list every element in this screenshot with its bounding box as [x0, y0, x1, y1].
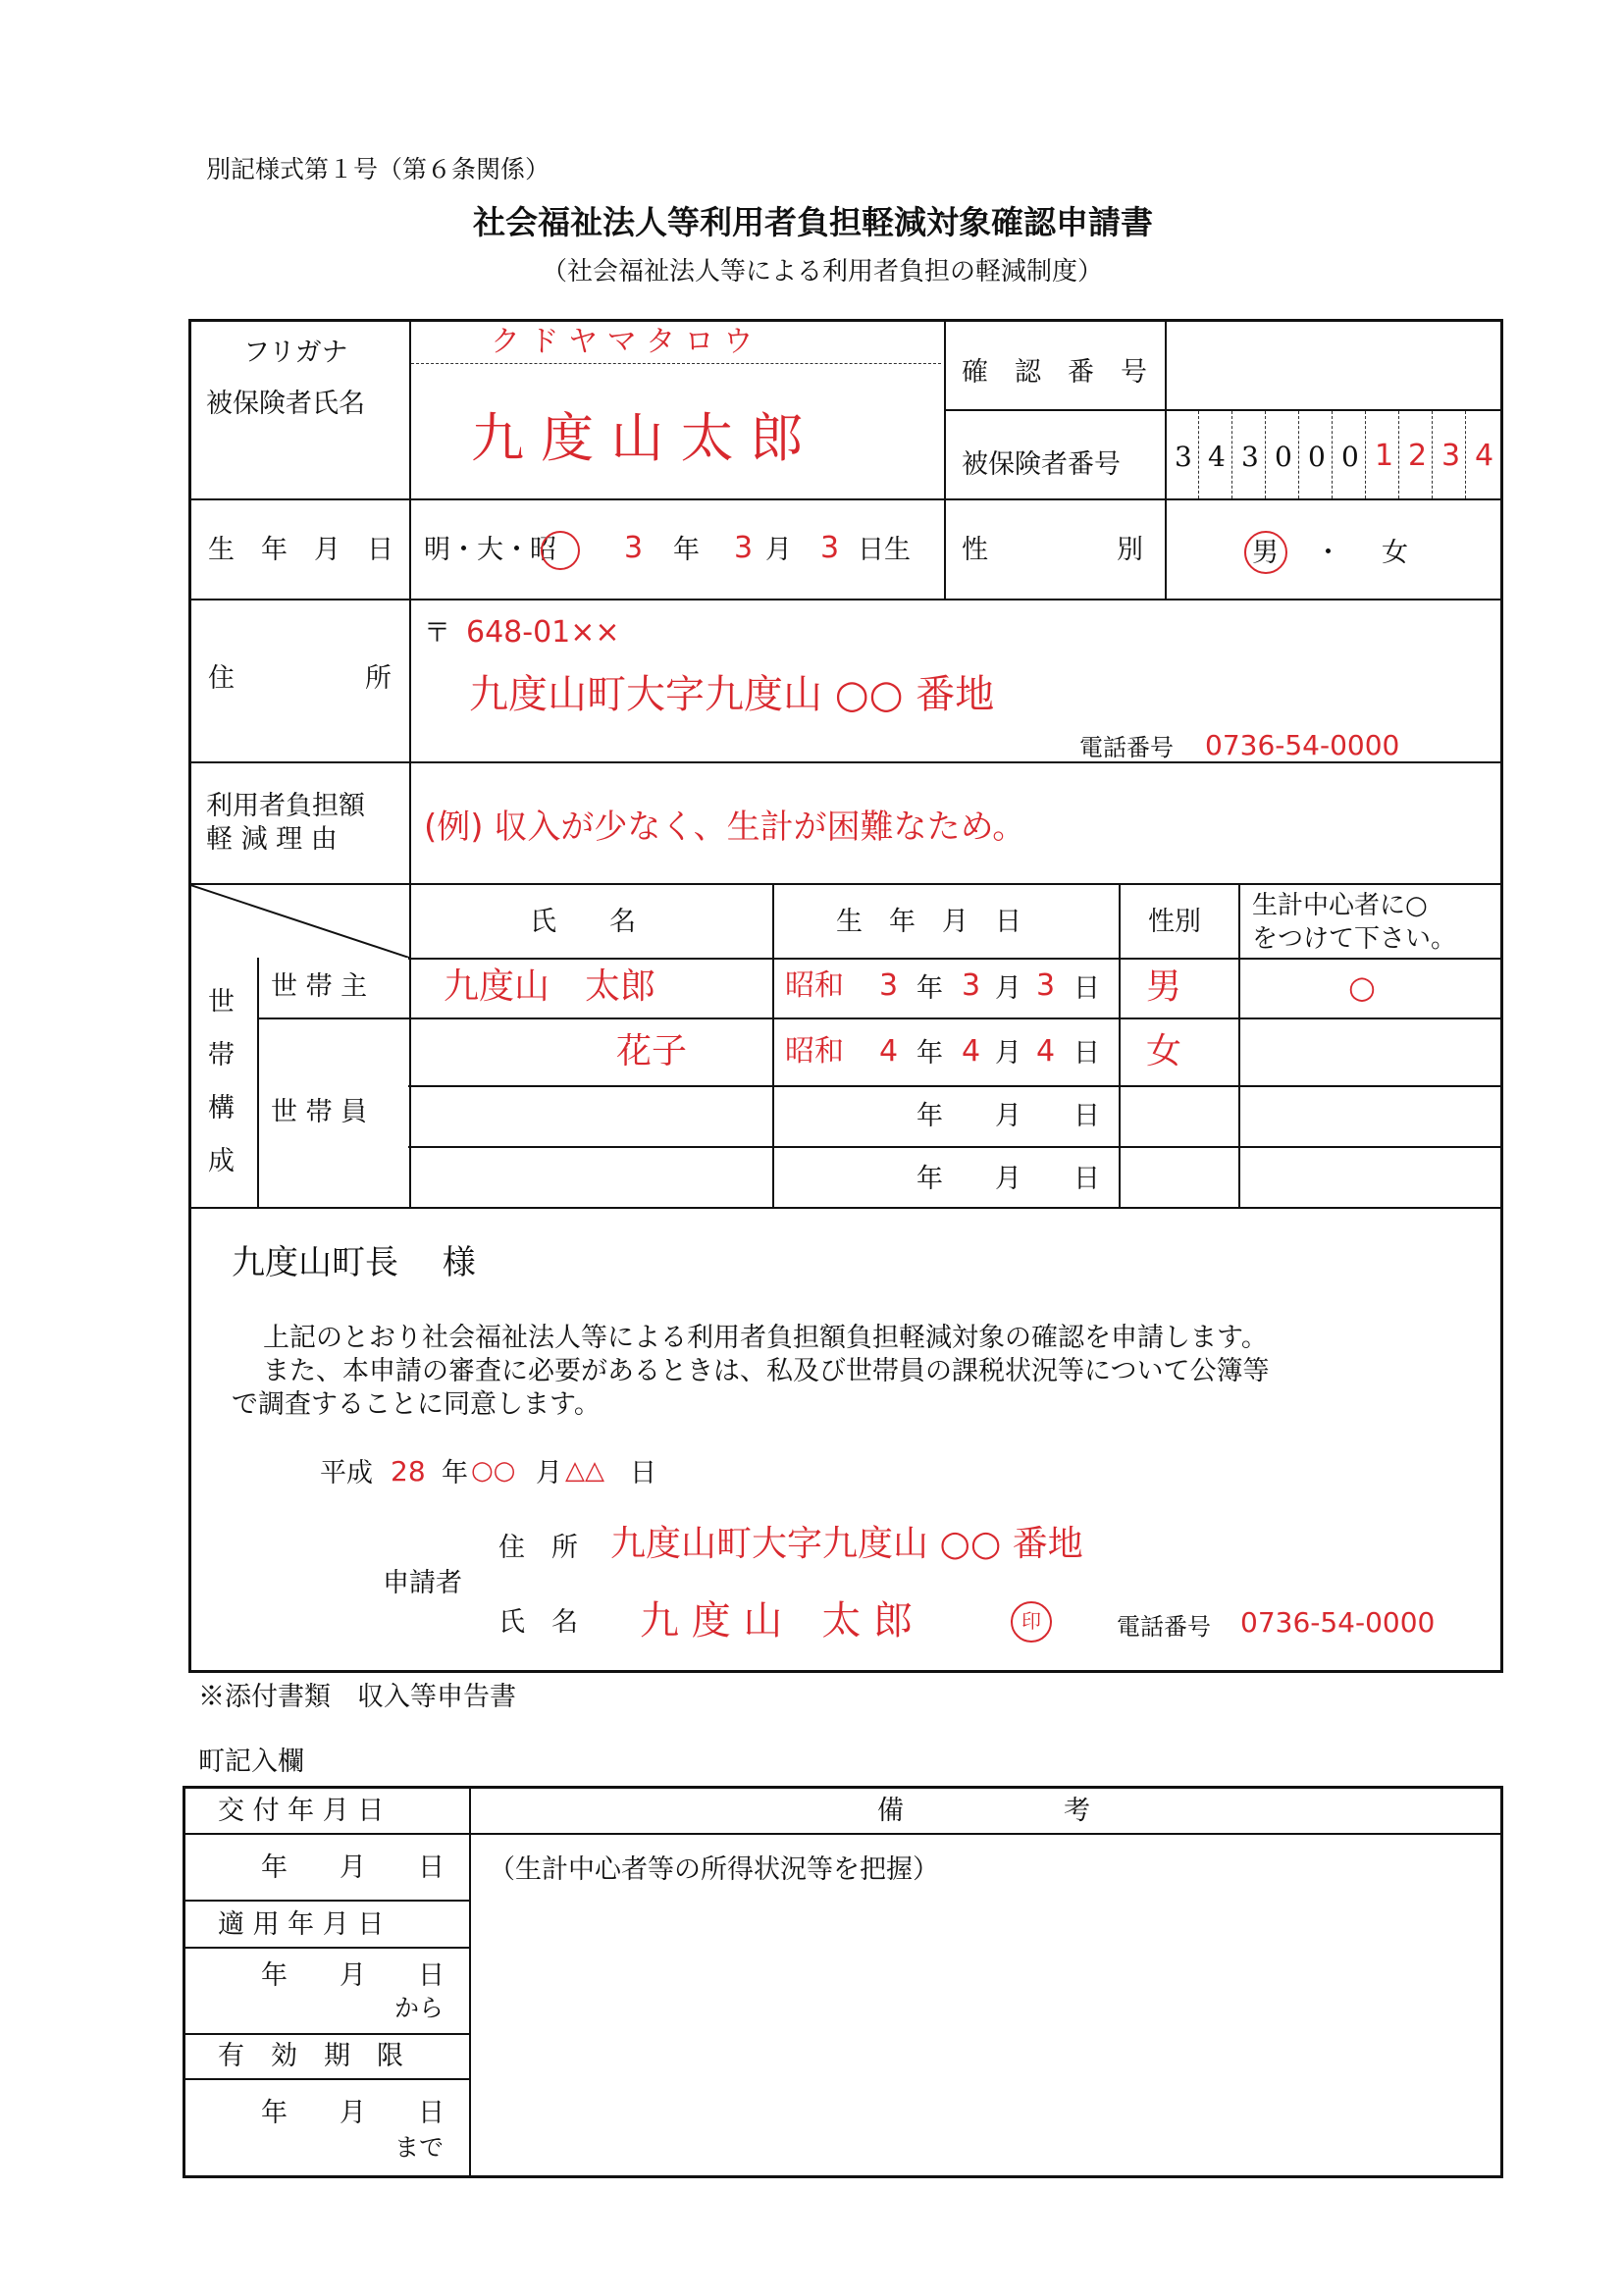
- seal-mark: [1011, 1601, 1052, 1643]
- insured-name-label: 被保険者氏名: [206, 389, 365, 419]
- household-day-unit: 日: [1073, 1164, 1100, 1194]
- insured-digit: 1: [1375, 439, 1394, 473]
- remarks-field[interactable]: [471, 1835, 1501, 2176]
- day-unit: 日生: [858, 535, 911, 565]
- year-unit: 年: [261, 1960, 288, 1991]
- town-section-label: 町記入欄: [198, 1747, 304, 1777]
- reason-label: 利用者負担額: [206, 791, 365, 821]
- birth-year[interactable]: 3: [624, 531, 644, 565]
- household-gender[interactable]: 男: [1146, 966, 1182, 1007]
- address-label: 所: [365, 663, 392, 694]
- furigana-value[interactable]: ク ド ヤ マ タ ロ ウ: [491, 325, 754, 359]
- postal-code[interactable]: 648-01××: [466, 615, 620, 650]
- date-day-unit: 日: [630, 1458, 656, 1488]
- phone-label: 電話番号: [1079, 734, 1174, 761]
- month-unit: 月: [340, 1960, 366, 1991]
- household-col-name: 氏 名: [530, 907, 636, 937]
- page-title: 社会福祉法人等利用者負担軽減対象確認申請書: [473, 203, 1153, 241]
- household-year-unit: 年: [916, 1038, 943, 1069]
- main-form: [188, 319, 1503, 1673]
- declaration-line: で調査することに同意します。: [232, 1389, 601, 1420]
- reason-label: 軽 減 理 由: [206, 824, 338, 855]
- address-label: 住: [208, 663, 235, 694]
- date-year[interactable]: 28: [391, 1455, 426, 1487]
- year-unit: 年: [261, 2098, 288, 2128]
- confirm-number-label: 確 認 番 号: [962, 357, 1147, 388]
- household-era[interactable]: 昭和: [785, 1034, 844, 1069]
- household-month[interactable]: 3: [962, 968, 981, 1003]
- household-name[interactable]: 花子: [616, 1031, 688, 1071]
- household-col-gender: 性別: [1148, 907, 1201, 937]
- household-col-birth: 生 年 月 日: [836, 907, 1021, 937]
- household-day[interactable]: 4: [1036, 1034, 1056, 1069]
- household-day-unit: 日: [1073, 973, 1100, 1004]
- remarks-label: 考: [1064, 1796, 1090, 1826]
- household-side-label: 構: [208, 1093, 235, 1123]
- household-member-label: 世 帯 員: [271, 1097, 368, 1127]
- household-era[interactable]: 昭和: [785, 968, 844, 1003]
- month-unit: 月: [340, 2098, 366, 2128]
- household-year[interactable]: 4: [879, 1034, 899, 1069]
- postal-mark: 〒: [424, 618, 450, 649]
- confirm-number-field[interactable]: [1168, 324, 1499, 408]
- era-options: 明・大・昭: [424, 535, 556, 565]
- insured-digit: 4: [1208, 441, 1226, 473]
- address-value[interactable]: 九度山町大字九度山 ○○ 番地: [469, 672, 995, 717]
- insured-digit: 0: [1341, 441, 1359, 473]
- insured-digit: 3: [1241, 441, 1259, 473]
- era-selection-circle: [541, 531, 580, 570]
- seal-char: 印: [1021, 1609, 1041, 1633]
- applicant-phone-label: 電話番号: [1117, 1613, 1211, 1641]
- insured-digit: 2: [1408, 439, 1428, 473]
- issue-date-field[interactable]: [186, 1835, 467, 1898]
- remarks-value: （生計中心者等の所得状況等を把握）: [489, 1854, 939, 1885]
- reason-value[interactable]: (例) 収入が少なく、生計が困難なため。: [424, 808, 1026, 847]
- household-month-unit: 月: [995, 1164, 1021, 1194]
- form-number: 別記様式第１号（第６条関係）: [206, 155, 550, 183]
- gender-label: 性: [962, 535, 988, 565]
- date-day[interactable]: △△: [565, 1456, 604, 1486]
- gender-separator: ・: [1315, 538, 1341, 568]
- household-month-unit: 月: [995, 1101, 1021, 1131]
- until-label: まで: [394, 2133, 445, 2162]
- household-year-unit: 年: [916, 973, 943, 1004]
- applicant-name-label: 氏 名: [498, 1607, 578, 1638]
- applicant-label: 申請者: [383, 1568, 462, 1598]
- applicant-phone-value[interactable]: 0736-54-0000: [1240, 1606, 1436, 1639]
- household-center-mark[interactable]: ○: [1348, 968, 1376, 1006]
- household-head-label: 世 帯 主: [271, 971, 368, 1002]
- day-unit: 日: [418, 2098, 445, 2128]
- household-side-label: 世: [208, 987, 235, 1018]
- birth-month[interactable]: 3: [734, 531, 754, 565]
- insured-digit: 3: [1175, 441, 1192, 473]
- insured-name-value[interactable]: 九 度 山 太 郎: [471, 407, 804, 469]
- household-year-unit: 年: [916, 1101, 943, 1131]
- insured-number-field[interactable]: [1167, 412, 1500, 498]
- insured-number-label: 被保険者番号: [962, 449, 1121, 480]
- household-year-unit: 年: [916, 1164, 943, 1194]
- household-side-label: 成: [208, 1146, 235, 1176]
- from-label: から: [394, 1994, 445, 2022]
- birth-date-label: 生 年 月 日: [208, 535, 393, 565]
- birth-day[interactable]: 3: [820, 531, 840, 565]
- issue-date-label: 交 付 年 月 日: [218, 1796, 385, 1826]
- declaration-line: また、本申請の審査に必要があるときは、私及び世帯員の課税状況等について公簿等: [263, 1356, 1270, 1386]
- insured-digit: 0: [1308, 441, 1326, 473]
- household-day[interactable]: 3: [1036, 968, 1056, 1003]
- household-col-center: をつけて下さい。: [1252, 924, 1457, 954]
- date-month-unit: 月: [536, 1458, 562, 1488]
- remarks-label: 備: [877, 1796, 904, 1826]
- valid-until-field[interactable]: [186, 2080, 467, 2176]
- day-unit: 日: [418, 1852, 445, 1883]
- gender-selection-circle: [1244, 531, 1287, 574]
- household-name[interactable]: 九度山 太郎: [444, 966, 656, 1007]
- insured-digit: 0: [1275, 441, 1292, 473]
- household-col-center: 生計中心者に○: [1252, 891, 1428, 920]
- apply-date-field[interactable]: [186, 1949, 467, 2031]
- applicant-address-value[interactable]: 九度山町大字九度山 ○○ 番地: [610, 1524, 1083, 1564]
- household-month[interactable]: 4: [962, 1034, 981, 1069]
- diagonal-line: [190, 885, 409, 958]
- gender-male-option[interactable]: 男: [1252, 538, 1279, 568]
- year-unit: 年: [673, 535, 700, 565]
- addressee: 九度山町長 様: [232, 1243, 476, 1282]
- household-gender[interactable]: 女: [1146, 1031, 1182, 1071]
- household-day-unit: 日: [1073, 1038, 1100, 1069]
- attachment-note: ※添付書類 収入等申告書: [198, 1682, 516, 1712]
- applicant-address-label: 住 所: [498, 1533, 578, 1563]
- insured-digit: 3: [1441, 439, 1461, 473]
- month-unit: 月: [340, 1852, 366, 1883]
- year-unit: 年: [261, 1852, 288, 1883]
- date-year-unit: 年: [442, 1458, 468, 1488]
- day-unit: 日: [418, 1960, 445, 1991]
- month-unit: 月: [765, 535, 792, 565]
- declaration-line: 上記のとおり社会福祉法人等による利用者負担額負担軽減対象の確認を申請します。: [263, 1323, 1268, 1353]
- insured-digit: 4: [1475, 439, 1494, 473]
- page-subtitle: （社会福祉法人等による利用者負担の軽減制度）: [542, 257, 1104, 287]
- household-day-unit: 日: [1073, 1101, 1100, 1131]
- applicant-name-value[interactable]: 九 度 山 太 郎: [640, 1598, 914, 1644]
- date-era: 平成: [320, 1458, 373, 1488]
- household-month-unit: 月: [995, 1038, 1021, 1069]
- valid-until-label: 有 効 期 限: [218, 2041, 403, 2071]
- gender-female-option[interactable]: 女: [1382, 538, 1408, 568]
- furigana-label: フリガナ: [243, 338, 348, 368]
- date-month[interactable]: ○○: [471, 1456, 516, 1486]
- household-month-unit: 月: [995, 973, 1021, 1004]
- household-side-label: 帯: [208, 1040, 235, 1070]
- gender-label: 別: [1117, 535, 1143, 565]
- household-year[interactable]: 3: [879, 968, 899, 1003]
- phone-value[interactable]: 0736-54-0000: [1205, 729, 1400, 761]
- apply-date-label: 適 用 年 月 日: [218, 1909, 385, 1940]
